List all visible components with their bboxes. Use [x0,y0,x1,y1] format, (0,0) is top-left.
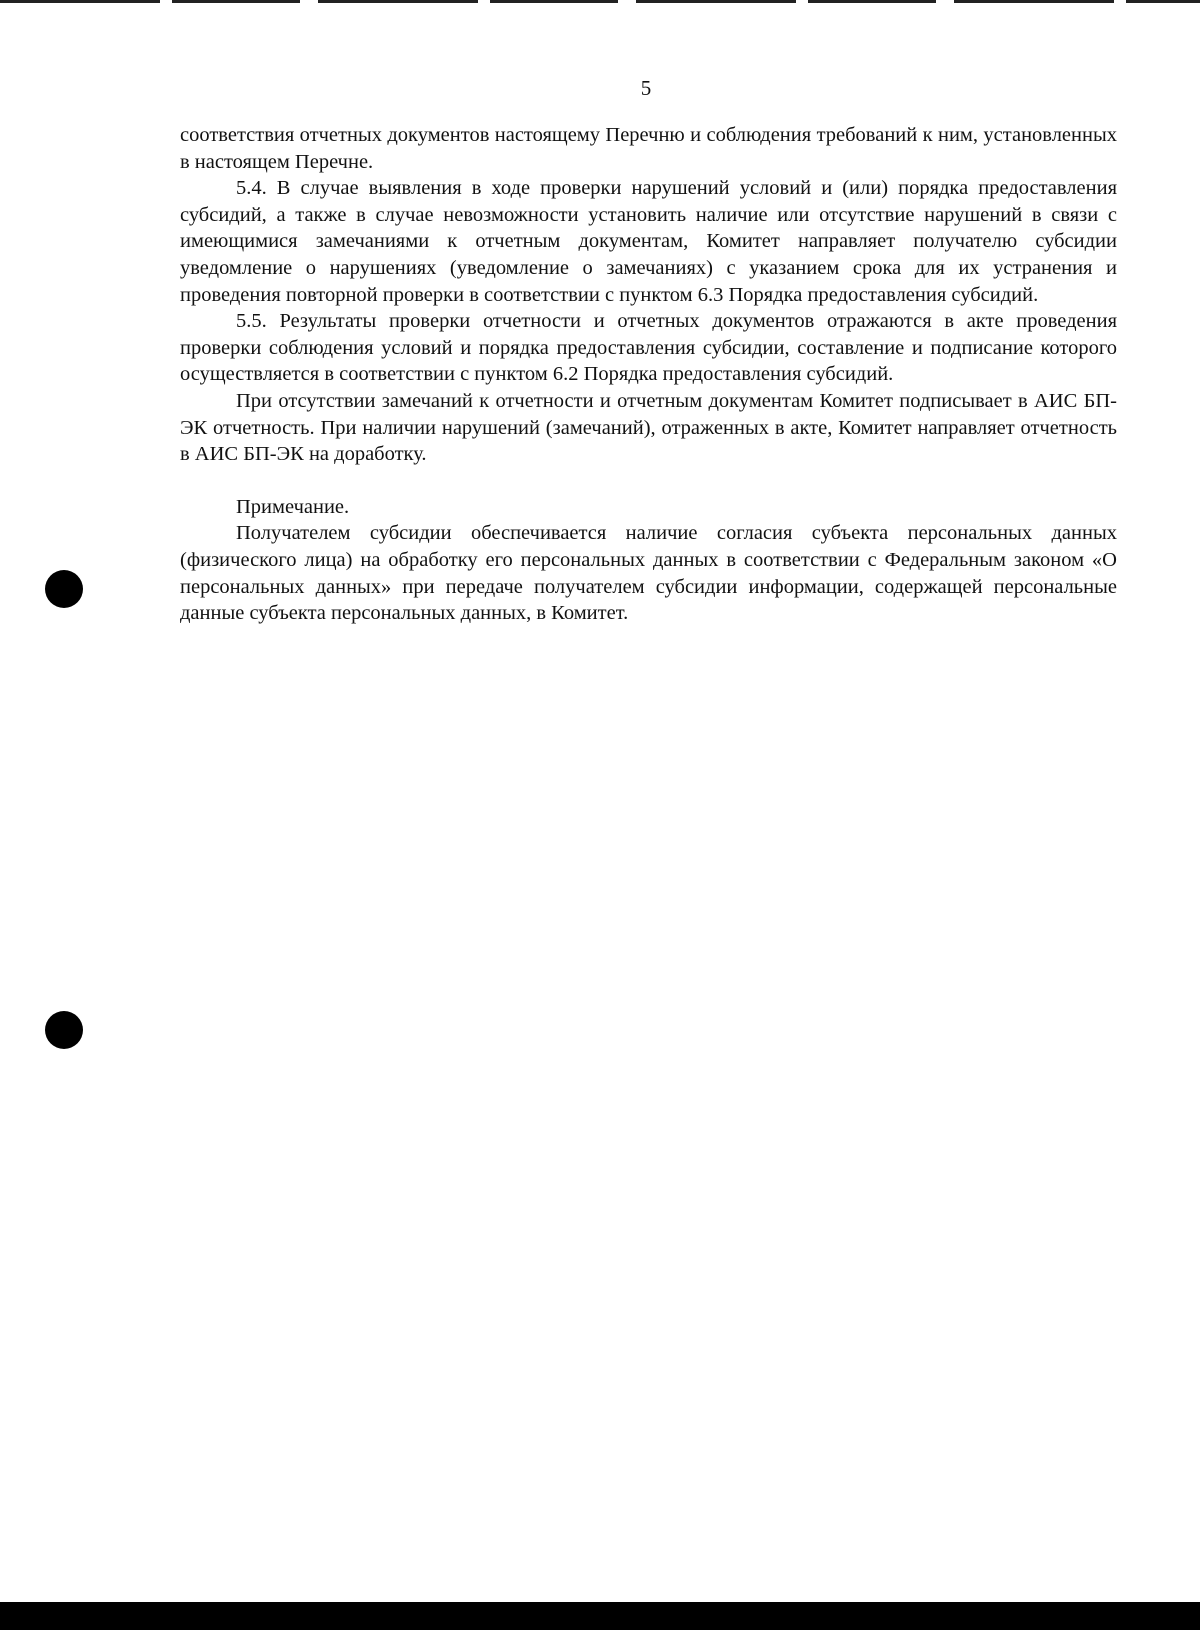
spacer [180,468,1117,494]
paragraph-5-4: 5.4. В случае выявления в ходе проверки нарушений условий и (или) порядка предоставления субсидий, а также в случае невозможности установить наличие или отсутствие нарушений в связи с имеющимися замечаниями к отчетным документам, Комитет направляет получателю субсидии уведомление о нарушениях (уведомление о замечаниях) с указанием срока для их устранения и проведения повторной проверки в соответствии с пунктом 6.3 Порядка предоставления субсидий. [180,177,1117,306]
paragraph-5-5: 5.5. Результаты проверки отчетности и отчетных документов отражаются в акте проведения проверки соблюдения условий и порядка предоставления субсидии, составление и подписание которого осуществляется в соответствии с пунктом 6.2 Порядка предоставления субсидий. [180,310,1117,386]
scan-edge-top [0,0,1200,3]
document-body [180,122,1117,627]
paragraph-continuation: соответствия отчетных документов настоящему Перечню и соблюдения требований к ним, установленных в настоящем Перечне. [180,124,1117,173]
punch-hole-mark [45,570,83,608]
note-heading: Примечание. [236,495,350,518]
page-number: 5 [640,76,652,100]
paragraph-signing: При отсутствии замечаний к отчетности и отчетным документам Комитет подписывает в АИС БП-ЭК отчетность. При наличии нарушений (замечаний), отраженных в акте, Комитет направляет отчетность в АИС БП-ЭК на доработку. [180,389,1117,466]
scan-edge-bottom [0,1602,1200,1630]
note-text: Получателем субсидии обеспечивается наличие согласия субъекта персональных данных (физического лица) на обработку его персональных данных в соответствии с Федеральным законом «О персональных данных» при передаче получателем субсидии информации, содержащей персональные данные субъекта персональных данных, в Комитет. [180,522,1117,625]
punch-hole-mark [45,1011,83,1049]
